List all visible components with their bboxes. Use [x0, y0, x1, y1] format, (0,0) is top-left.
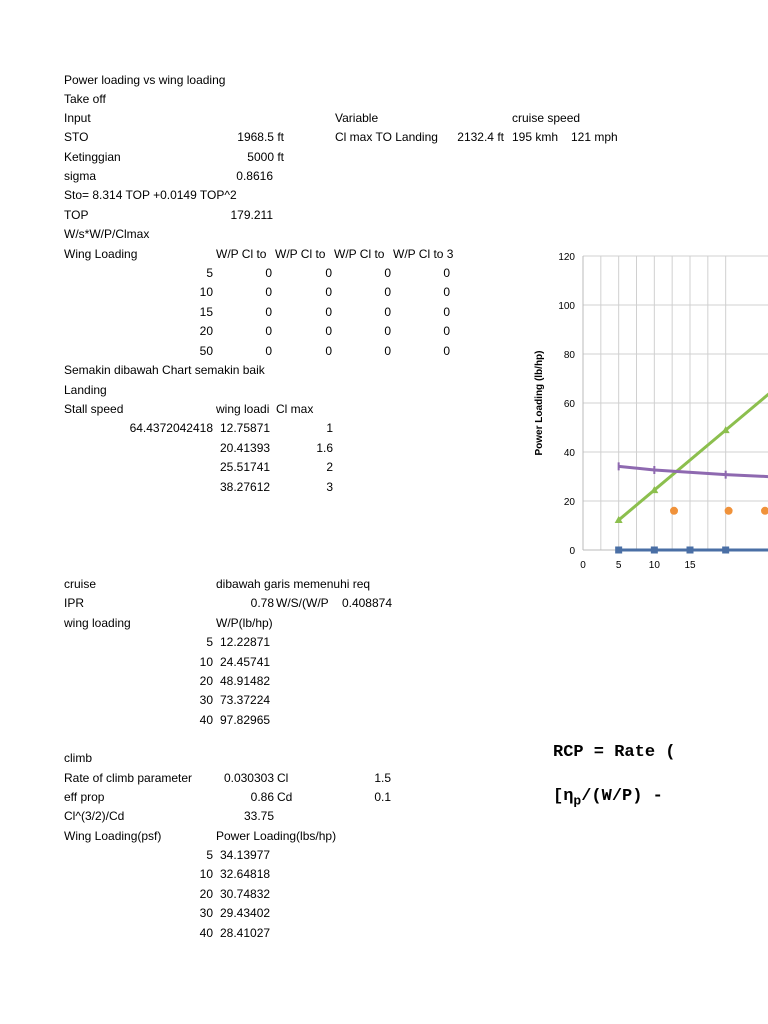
top-label: TOP [64, 208, 89, 222]
table-cell: 20 [199, 887, 213, 901]
chart-series [615, 306, 768, 553]
y-tick-label: 120 [558, 252, 575, 263]
landing-cl-header: Cl max [276, 402, 314, 416]
col-header: W/P Cl to 3 [393, 247, 454, 261]
table-cell: 50 [199, 344, 213, 358]
takeoff-note: Semakin dibawah Chart semakin baik [64, 363, 265, 377]
table-cell: 30.74832 [220, 887, 271, 901]
ratio-value: 33.75 [243, 809, 274, 823]
sto-equation: Sto= 8.314 TOP +0.0149 TOP^2 [64, 188, 237, 202]
sto-label: STO [64, 130, 89, 144]
data-point [761, 507, 768, 515]
table-cell: 29.43402 [220, 906, 271, 920]
cruise-note: dibawah garis memenuhi req [216, 577, 371, 591]
formula-rest: /(W/P) - [581, 787, 663, 806]
table-cell: 0 [265, 266, 272, 280]
table-cell: 0 [265, 324, 272, 338]
table-cell: 15 [199, 305, 213, 319]
table-cell: 0 [325, 266, 332, 280]
y-tick-label: 40 [563, 448, 575, 459]
cruise-wp-header: W/P(lb/hp) [216, 616, 273, 630]
table-cell: 0 [443, 344, 450, 358]
table-cell: 0 [325, 305, 332, 319]
table-cell: 73.37224 [220, 693, 271, 707]
ketinggian-label: Ketinggian [64, 150, 121, 164]
table-cell: 10 [199, 655, 213, 669]
ipr-value: 0.78 [250, 596, 274, 610]
input-label: Input [64, 111, 91, 125]
table-cell: 20 [199, 674, 213, 688]
series-line [619, 310, 768, 520]
table-cell: 12.75871 [220, 421, 271, 435]
table-cell: 5 [206, 635, 213, 649]
col-header: W/P Cl to [275, 247, 326, 261]
table-cell: 0 [384, 285, 391, 299]
table-cell: 32.64818 [220, 867, 271, 881]
top-value: 179.211 [230, 208, 273, 222]
landing-heading: Landing [64, 383, 107, 397]
x-tick-label: 10 [648, 560, 660, 571]
col-header: W/P Cl to [334, 247, 385, 261]
cl-label: Cl [277, 771, 289, 785]
sigma-value: 0.8616 [236, 169, 273, 183]
table-cell: 28.41027 [220, 926, 271, 940]
sto-value: 1968.5 ft [237, 130, 284, 144]
ws-formula: W/s*W/P/Clmax [64, 227, 150, 241]
table-cell: 0 [265, 285, 272, 299]
y-axis-label: Power Loading (lb/hp) [534, 350, 545, 456]
formula-sub: p [573, 793, 582, 809]
cd-label: Cd [277, 790, 293, 804]
data-point [687, 547, 694, 554]
y-tick-labels [558, 252, 575, 557]
table-cell: 0 [325, 324, 332, 338]
page-title: Power loading vs wing loading [64, 73, 226, 87]
climb-wl-header: Wing Loading(psf) [64, 829, 162, 843]
table-cell: 0 [384, 324, 391, 338]
chart-grid [583, 256, 768, 550]
y-tick-label: 60 [563, 399, 575, 410]
y-tick-label: 0 [569, 546, 575, 557]
table-cell: 0 [265, 344, 272, 358]
series-line [619, 466, 768, 480]
data-point [722, 547, 729, 554]
y-tick-label: 80 [563, 350, 575, 361]
variable-label: Variable [335, 111, 379, 125]
y-tick-label: 100 [558, 301, 575, 312]
ratio-label: Cl^(3/2)/Cd [64, 809, 125, 823]
cruise-speed-label: cruise speed [512, 111, 581, 125]
table-cell: 5 [206, 848, 213, 862]
rcp-formula-line1: RCP = Rate ( [553, 743, 676, 762]
sigma-label: sigma [64, 169, 97, 183]
landing-wl-header: wing loadi [216, 402, 270, 416]
power-loading-chart [530, 250, 768, 580]
rcp-label: Rate of climb parameter [64, 771, 193, 785]
eff-value: 0.86 [250, 790, 274, 804]
table-cell: 0 [443, 285, 450, 299]
ipr-label: IPR [64, 596, 85, 610]
rcp-value: 0.030303 [223, 771, 274, 785]
data-point [670, 507, 678, 515]
table-cell: 20 [199, 324, 213, 338]
table-cell: 2 [326, 460, 333, 474]
table-cell: 25.51741 [220, 460, 271, 474]
data-point [725, 507, 733, 515]
cruise-heading: cruise [64, 577, 97, 591]
wing-loading-label: Wing Loading [64, 247, 138, 261]
table-cell: 10 [199, 867, 213, 881]
stall-speed-value: 64.4372042418 [129, 421, 213, 435]
clmax-value: 2132.4 ft [457, 130, 504, 144]
table-cell: 3 [326, 480, 333, 494]
table-cell: 1.6 [316, 441, 333, 455]
cruise-speed-mph: 121 mph [571, 130, 618, 144]
table-cell: 30 [199, 693, 213, 707]
x-tick-labels [580, 560, 696, 571]
eff-label: eff prop [64, 790, 105, 804]
table-cell: 48.91482 [220, 674, 271, 688]
table-cell: 10 [199, 285, 213, 299]
table-cell: 0 [384, 344, 391, 358]
table-cell: 0 [325, 344, 332, 358]
cruise-wl-label: wing loading [64, 616, 131, 630]
col-header: W/P Cl to [216, 247, 267, 261]
table-cell: 24.45741 [220, 655, 271, 669]
formula-eta: [η [553, 787, 574, 806]
table-cell: 0 [265, 305, 272, 319]
table-cell: 1 [326, 421, 333, 435]
clmax-label: Cl max TO Landing [335, 130, 438, 144]
ws-wp-value: 0.408874 [341, 596, 392, 610]
data-point [615, 547, 622, 554]
x-tick-label: 15 [684, 560, 696, 571]
climb-pl-header: Power Loading(lbs/hp) [216, 829, 337, 843]
table-cell: 5 [206, 266, 213, 280]
table-cell: 0 [384, 305, 391, 319]
table-cell: 30 [199, 906, 213, 920]
cd-value: 0.1 [374, 790, 391, 804]
table-cell: 34.13977 [220, 848, 271, 862]
table-cell: 0 [384, 266, 391, 280]
ws-wp-label: W/S/(W/P [276, 596, 329, 610]
table-cell: 20.41393 [220, 441, 271, 455]
table-cell: 40 [199, 926, 213, 940]
y-tick-label: 20 [563, 497, 575, 508]
table-cell: 38.27612 [220, 480, 271, 494]
ketinggian-value: 5000 ft [247, 150, 284, 164]
table-cell: 0 [325, 285, 332, 299]
table-cell: 12.22871 [220, 635, 271, 649]
table-cell: 40 [199, 713, 213, 727]
cl-value: 1.5 [374, 771, 391, 785]
climb-heading: climb [64, 751, 93, 765]
table-cell: 0 [443, 305, 450, 319]
cruise-speed-kmh: 195 kmh [512, 130, 559, 144]
data-point [651, 547, 658, 554]
takeoff-heading: Take off [64, 92, 106, 106]
table-cell: 0 [443, 324, 450, 338]
table-cell: 97.82965 [220, 713, 271, 727]
rcp-formula-line2 [553, 787, 663, 808]
table-cell: 0 [443, 266, 450, 280]
stall-speed-label: Stall speed [64, 402, 124, 416]
x-tick-label: 5 [615, 560, 622, 571]
x-tick-label: 0 [580, 560, 586, 571]
